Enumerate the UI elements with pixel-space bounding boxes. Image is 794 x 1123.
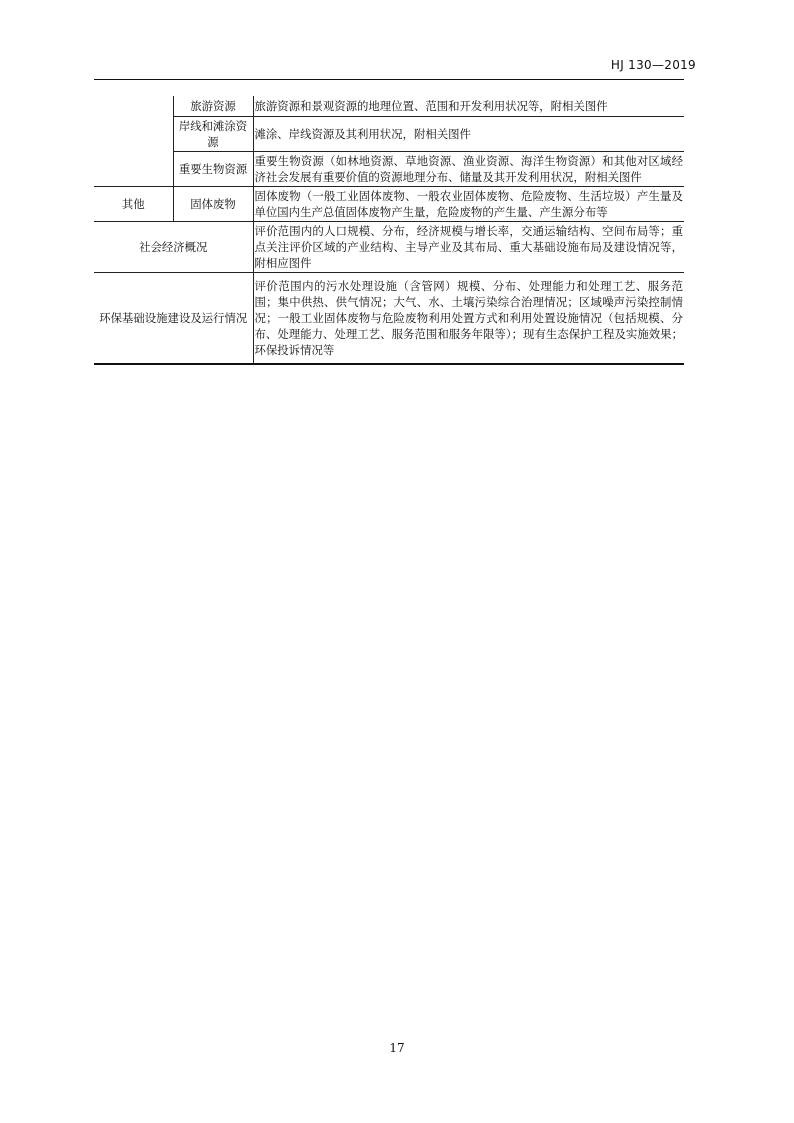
table-row: [94, 186, 684, 221]
header-rule: [94, 79, 684, 80]
item-cell: 旅游资源: [173, 96, 253, 116]
category-cell: 社会经济概况: [94, 221, 253, 272]
page-number: 17: [389, 1041, 405, 1055]
table-row: [94, 116, 684, 151]
table-row: [94, 221, 684, 272]
item-cell: 重要生物资源: [173, 151, 253, 186]
content-cell: 旅游资源和景观资源的地理位置、范围和开发利用状况等，附相关图件: [253, 96, 684, 116]
category-cell: 环保基础设施建设及运行情况: [94, 272, 253, 364]
content-cell: 评价范围内的污水处理设施（含管网）规模、分布、处理能力和处理工艺、服务范围；集中供热、供气情况；大气、水、土壤污染综合治理情况；区域噪声污染控制情况；一般工业固体废物与危险废物利用处置方式和利用处置设施情况（包括规模、分布、处理能力、处理工艺、服务范围和服务年限等）；现有生态保护工程及实施效果；环保投诉情况等: [253, 272, 684, 364]
table-row: [94, 151, 684, 186]
document-code: HJ 130—2019: [610, 58, 696, 72]
item-cell: 固体废物: [173, 186, 253, 221]
content-cell: 评价范围内的人口规模、分布，经济规模与增长率，交通运输结构、空间布局等；重点关注评价区域的产业结构、主导产业及其布局、重大基础设施布局及建设情况等，附相应图件: [253, 221, 684, 272]
item-cell: 岸线和滩涂资源: [173, 116, 253, 151]
category-cell: 其他: [94, 186, 173, 221]
category-cell-blank: [94, 96, 173, 186]
content-cell: 固体废物（一般工业固体废物、一般农业固体废物、危险废物、生活垃圾）产生量及单位国内生产总值固体废物产生量，危险废物的产生量、产生源分布等: [253, 186, 684, 221]
table-row: [94, 96, 684, 116]
content-cell: 重要生物资源（如林地资源、草地资源、渔业资源、海洋生物资源）和其他对区域经济社会发展有重要价值的资源地理分布、储量及其开发利用状况，附相关图件: [253, 151, 684, 186]
table-row: [94, 272, 684, 364]
resource-table: [94, 96, 684, 365]
content-cell: 滩涂、岸线资源及其利用状况，附相关图件: [253, 116, 684, 151]
